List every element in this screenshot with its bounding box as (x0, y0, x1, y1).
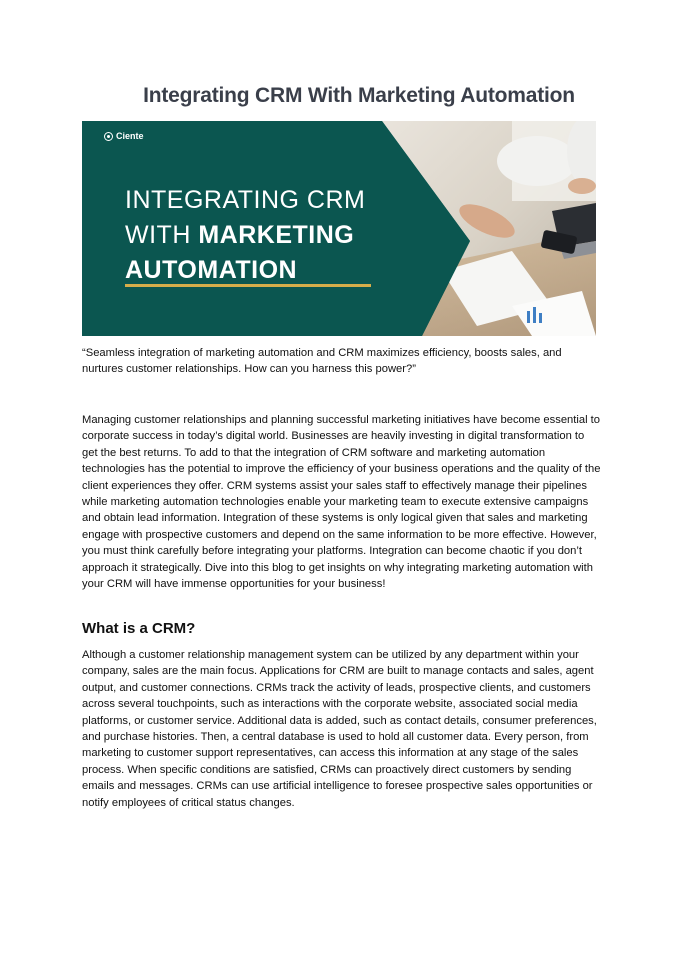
intro-quote: “Seamless integration of marketing automation and CRM maximizes efficiency, boosts sales, and nurtures customer relationships. How can you harness this power?” (82, 347, 562, 376)
banner-line-1: INTEGRATING CRM (125, 186, 366, 214)
hero-banner (82, 121, 596, 336)
banner-line-2 (125, 218, 365, 253)
brand-logo (104, 131, 144, 141)
section-heading: What is a CRM? (82, 620, 196, 637)
logo-text: Ciente (116, 131, 144, 141)
intro-paragraph: Managing customer relationships and planning successful marketing initiatives have become essential to corporate success in today’s digital world. Businesses are heavily investing in digital transformation to get the best returns. To add to that the integration of CRM software and marketing automation technologies has the potential to improve the efficiency of your business operations and the quality of the client experiences they offer. CRM systems assist your sales staff to effectively manage their pipelines while marketing automation technologies enable your marketing team to execute extensive campaigns and obtain lead information. Integration of these systems is only logical given that sales and marketing engage with prospective customers and depend on the same information to be more effective. However, you must think carefully before integrating your platforms. Integration can become chaotic if you don’t approach it strategically. Dive into this blog to get insights on why integrating marketing automation with your CRM will have immense opportunities for your business! (82, 414, 601, 591)
page-title: Integrating CRM With Marketing Automation (143, 84, 575, 107)
ciente-logo-icon (104, 132, 113, 141)
banner-line-2b: MARKETING (198, 221, 355, 249)
banner-line-3: AUTOMATION (125, 256, 298, 284)
banner-headline (125, 183, 365, 288)
banner-line-2a: WITH (125, 221, 199, 249)
section-paragraph: Although a customer relationship management system can be utilized by any department within your company, sales are the main focus. Applications for CRM are built to manage contacts and sales, agent output, and customer connections. CRMs track the activity of leads, prospective clients, and customers across several touchpoints, such as interactions with the corporate website, associated social media platforms, or customer service. Additional data is added, such as contact details, consumer preferences, and purchase histories. Then, a central database is used to hold all customer data. Every person, from marketing to customer support representatives, can access this information at any stage of the sales process. When specific conditions are satisfied, CRMs can proactively direct customers by sending emails and messages. CRMs can use artificial intelligence to foresee prospective sales opportunities or notify employees of critical status changes. (82, 649, 597, 809)
banner-divider (125, 284, 371, 287)
